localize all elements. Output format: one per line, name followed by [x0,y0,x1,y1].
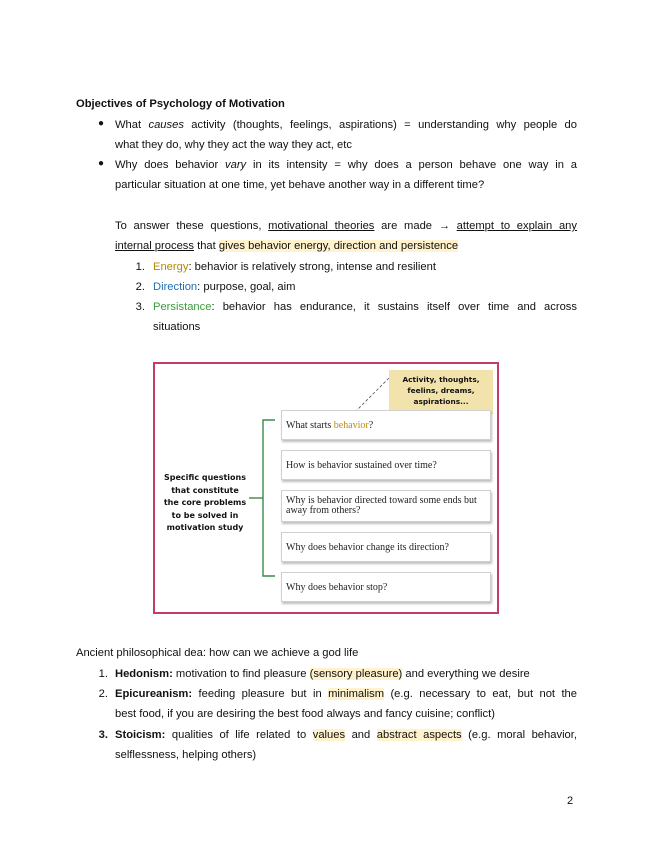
bullet-dot: ● [98,158,105,169]
list-num: 3. [135,301,145,313]
question-box-1: What starts behavior? [281,410,491,440]
question-box-4: Why does behavior change its direction? [281,532,491,562]
diagram-note-text: Activity, thoughts, feelins, dreams, aspirations... [402,375,480,406]
list-num: 1. [135,261,145,273]
question-box-3: Why is behavior directed toward some ends but away from others? [281,490,491,522]
list-item-direction: Direction: purpose, goal, aim [153,281,296,293]
para-line-1: To answer these questions, motivational theories are made → attempt to explain any [115,220,577,232]
section2-intro: Ancient philosophical dea: how can we achieve a god life [76,647,359,659]
motivation-diagram [153,362,499,614]
item-stoicism-line-2: selflessness, helping others) [115,749,257,761]
item-epicureanism: Epicureanism: feeding pleasure but in minimalism (e.g. necessary to eat, but not the [115,688,577,700]
item-epicureanism-line-2: best food, if you are desiring the best food always and fancy cuisine; conflict) [115,708,495,720]
list-num: 2. [98,688,108,700]
section-heading: Objectives of Psychology of Motivation [76,98,285,110]
list-num: 3. [98,729,108,741]
question-box-5: Why does behavior stop? [281,572,491,602]
item-hedonism: Hedonism: motivation to find pleasure (sensory pleasure) and everything we desire [115,668,530,680]
question-box-2: How is behavior sustained over time? [281,450,491,480]
list-item-persistance-line-2: situations [153,321,201,333]
item-stoicism: Stoicism: qualities of life related to values and abstract aspects (e.g. moral behavior, [115,729,577,741]
diagram-note [389,370,493,414]
list-num: 1. [98,668,108,680]
bracket-line [263,420,275,576]
para-line-2: internal process that gives behavior energy, direction and persistence [115,240,459,252]
bullet-dot: ● [98,118,105,129]
list-item-energy: Energy: behavior is relatively strong, intense and resilient [153,261,436,273]
bullet-1-line-1: What causes activity (thoughts, feelings, aspirations) = understanding why people do [115,119,577,131]
list-item-persistance: Persistance: behavior has endurance, it sustains itself over time and across [153,301,577,313]
page-number: 2 [567,795,574,807]
list-num: 2. [135,281,145,293]
diagram-left-label: Specific questions that constitute the core problems to be solved in motivation study [163,473,247,532]
bullet-2-line-2: particular situation at one time, yet behave another way in a different time? [115,179,485,191]
bullet-2-line-1: Why does behavior vary in its intensity = why does a person behave one way in a [115,159,577,171]
bullet-1-line-2: what they do, why they act the way they act, etc [115,139,352,151]
